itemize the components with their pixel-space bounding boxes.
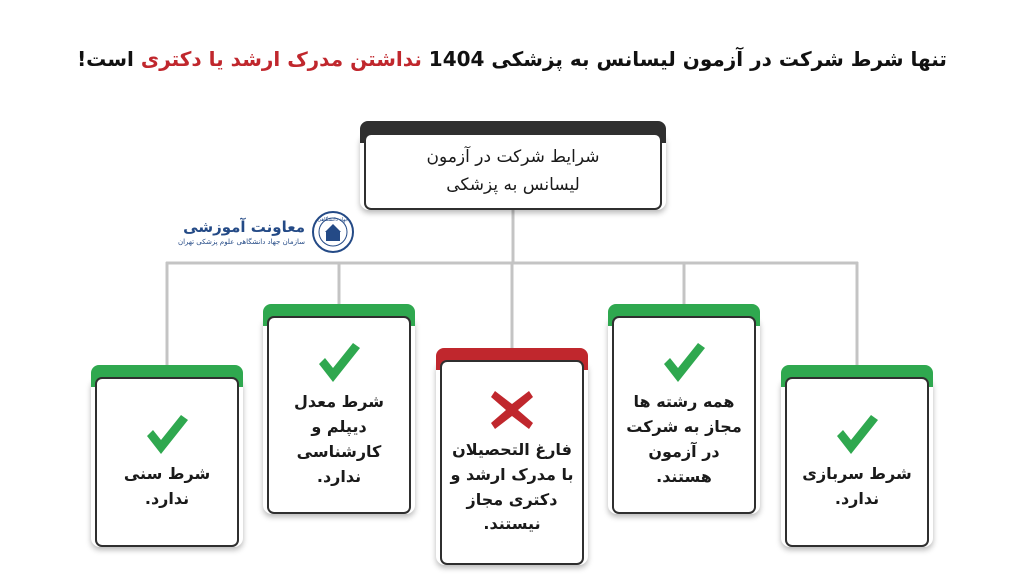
headline-part1: تنها شرط شرکت در آزمون لیسانس به پزشکی 1404 (428, 47, 947, 71)
check-icon (661, 340, 707, 384)
root-card-label: شرایط شرکت در آزمون لیسانس به پزشکی (426, 147, 600, 195)
logo-title: معاونت آموزشی (183, 218, 305, 236)
check-icon (316, 340, 362, 384)
condition-text-gpa: شرط معدل دیپلم و کارشناسی ندارد. (294, 392, 384, 486)
seal-icon (311, 210, 355, 254)
logo-subtitle: سازمان جهاد دانشگاهی علوم پزشکی تهران (177, 238, 305, 246)
condition-text-military: شرط سربازی ندارد. (802, 464, 912, 508)
condition-card-majors (608, 316, 760, 514)
condition-card-gpa (263, 316, 415, 514)
condition-card-body (440, 360, 584, 565)
condition-card-graduates (436, 360, 588, 565)
condition-card-body (95, 377, 239, 547)
condition-card-age (91, 377, 243, 547)
logo-text (178, 218, 305, 246)
condition-card-body (785, 377, 929, 547)
root-card (360, 133, 666, 210)
headline-part2: است! (77, 47, 134, 71)
check-icon (834, 412, 880, 456)
condition-text-graduates: فارغ التحصیلان با مدرک ارشد و دکتری مجاز نیستند. (450, 439, 574, 534)
logo (175, 204, 355, 260)
condition-card-body (612, 316, 756, 514)
condition-text-majors: همه رشته ها مجاز به شرکت در آزمون هستند. (626, 392, 742, 486)
condition-card-body (267, 316, 411, 514)
seal-text: جهاد دانشگاهی (317, 217, 349, 223)
condition-card-military (781, 377, 933, 547)
condition-text-age: شرط سنی ندارد. (123, 464, 211, 508)
check-icon (144, 412, 190, 456)
cross-icon (489, 388, 535, 432)
headline-highlight: نداشتن مدرک ارشد یا دکتری (140, 47, 422, 71)
root-card-body (364, 133, 662, 210)
